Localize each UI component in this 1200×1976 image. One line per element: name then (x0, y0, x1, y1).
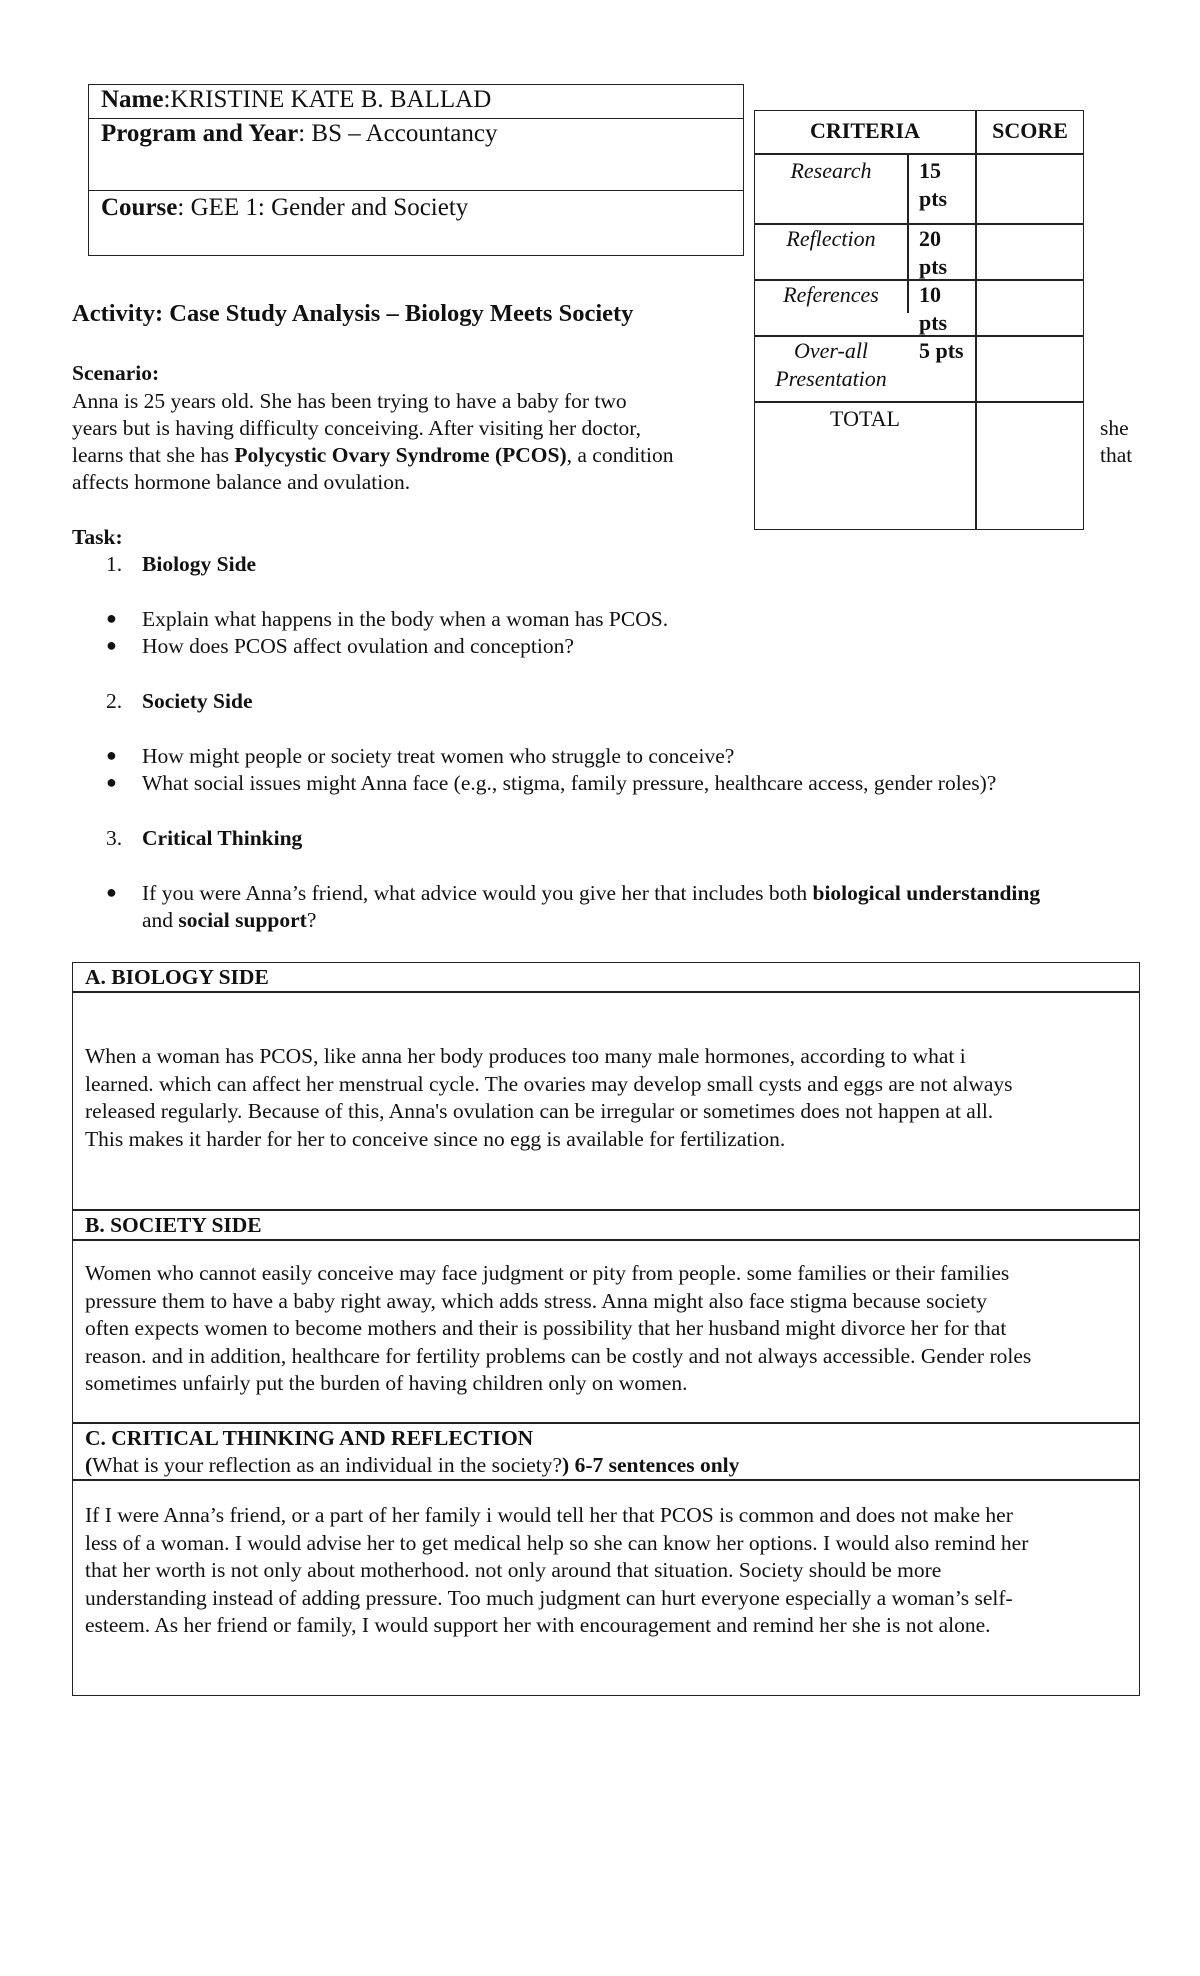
society-answer-line: sometimes unfairly put the burden of having children only on women. (85, 1371, 688, 1395)
scenario-line-3-pre: learns that she has (72, 443, 235, 467)
bullet-icon: ● (106, 882, 117, 902)
criteria-overall-line1: Over-all (793, 338, 869, 363)
task-bullet-1-2: How does PCOS affect ovulation and conception? (142, 634, 574, 658)
course-row (89, 191, 743, 255)
society-answer-line: reason. and in addition, healthcare for fertility problems can be costly and not always accessible. Gender roles (85, 1343, 1032, 1368)
subheader-paren: ( (85, 1453, 93, 1477)
score-header: SCORE (992, 118, 1068, 143)
biology-answer-line: When a woman has PCOS, like anna her body produces too many male hormones, according to what i (85, 1044, 966, 1068)
reflection-answer (85, 1502, 1123, 1640)
criteria-header: CRITERIA (809, 118, 921, 143)
course-label: Course (101, 194, 178, 221)
task-number-1: 1. (106, 552, 123, 576)
task-label: Task: (72, 525, 123, 549)
bullet-icon: ● (106, 608, 117, 628)
bullet-icon: ● (106, 772, 117, 792)
references-points-num: 10 (919, 282, 941, 307)
critical-thinking-subheader (85, 1452, 739, 1479)
subheader-question: What is your reflection as an individual in the society? (92, 1453, 563, 1477)
society-answer-line: Women who cannot easily conceive may face judgment or pity from people. some families or their families (85, 1261, 1010, 1285)
society-answer-line: pressure them to have a baby right away, which adds stress. Anna might also face stigma because society (85, 1288, 987, 1313)
scenario-line-3-post: , a condition (566, 443, 674, 467)
program-label: Program and Year (101, 120, 299, 147)
student-info-box (88, 84, 744, 256)
pcos-term: Polycystic Ovary Syndrome (PCOS) (234, 443, 567, 467)
bullet-icon: ● (106, 745, 117, 765)
biology-answer (85, 1043, 1123, 1153)
overall-points: 5 pts (919, 338, 964, 363)
criteria-table (754, 110, 1084, 530)
biology-answer-line: learned. which can affect her menstrual cycle. The ovaries may develop small cysts and eggs are not always (85, 1071, 1013, 1096)
task-bullet-2-2: What social issues might Anna face (e.g., stigma, family pressure, healthcare access, gender roles)? (142, 771, 997, 795)
name-label: Name (101, 86, 164, 113)
program-value: : BS – Accountancy (298, 120, 498, 147)
reflection-answer-line: that her worth is not only about motherhood. not only around that situation. Society should be more (85, 1558, 942, 1582)
task-bullet-2-1: How might people or society treat women who struggle to conceive? (142, 744, 735, 768)
research-points-unit: pts (919, 186, 948, 211)
society-answer-line: often expects women to become mothers and their is possibility that her husband might divorce her for that (85, 1316, 1007, 1340)
scenario-line-3 (72, 442, 674, 470)
reflection-points-unit: pts (919, 254, 948, 279)
name-row (89, 85, 743, 119)
society-side-header: B. SOCIETY SIDE (85, 1213, 262, 1237)
task-bullet-3-pre: If you were Anna’s friend, what advice would you give her that includes both (142, 881, 813, 905)
criteria-references: References (783, 282, 879, 307)
task-title-3: Critical Thinking (142, 826, 303, 850)
references-points-unit: pts (919, 310, 948, 335)
answer-table (72, 962, 1140, 1696)
task-title-1: Biology Side (142, 552, 257, 576)
society-answer (85, 1260, 1123, 1398)
task-bullet-3-line2-post: ? (306, 908, 317, 932)
scenario-line-2: years but is having difficulty conceiving. After visiting her doctor, (72, 416, 641, 440)
task-number-2: 2. (106, 689, 123, 713)
biology-answer-line: This makes it harder for her to conceive since no egg is available for fertilization. (85, 1126, 786, 1151)
criteria-overall-line2: Presentation (775, 366, 887, 391)
reflection-points-num: 20 (919, 226, 941, 251)
task-bullet-3-line-1 (142, 880, 1040, 908)
scenario-line-1: Anna is 25 years old. She has been trying to have a baby for two (72, 389, 627, 413)
task-bullet-1-1: Explain what happens in the body when a woman has PCOS. (142, 607, 669, 631)
criteria-research: Research (790, 158, 872, 183)
total-label: TOTAL (830, 406, 900, 431)
biological-understanding-term: biological understanding (812, 881, 1041, 905)
scenario-line-4: affects hormone balance and ovulation. (72, 470, 411, 494)
activity-title: Activity: Case Study Analysis – Biology Meets Society (72, 300, 634, 327)
course-value: : GEE 1: Gender and Society (177, 194, 469, 221)
reflection-answer-line: If I were Anna’s friend, or a part of her family i would tell her that PCOS is common and does not make her (85, 1503, 1013, 1527)
task-bullet-3-line2-pre: and (142, 908, 179, 932)
criteria-reflection: Reflection (786, 226, 876, 251)
scenario-overflow-that: that (1100, 443, 1133, 467)
program-row (89, 119, 743, 191)
biology-side-header: A. BIOLOGY SIDE (85, 965, 269, 989)
biology-answer-line: released regularly. Because of this, Anna's ovulation can be irregular or sometimes does not happen at all. (85, 1099, 994, 1123)
scenario-label: Scenario: (72, 361, 160, 385)
subheader-sentence-limit: ) 6-7 sentences only (562, 1453, 740, 1477)
bullet-icon: ● (106, 635, 117, 655)
task-bullet-3-line-2 (142, 907, 316, 935)
name-value: :KRISTINE KATE B. BALLAD (163, 86, 492, 113)
reflection-answer-line: less of a woman. I would advise her to get medical help so she can know her options. I would also remind her (85, 1530, 1029, 1555)
critical-thinking-header: C. CRITICAL THINKING AND REFLECTION (85, 1426, 534, 1450)
task-title-2: Society Side (142, 689, 253, 713)
research-points-num: 15 (919, 158, 941, 183)
task-number-3: 3. (106, 826, 123, 850)
reflection-answer-line: esteem. As her friend or family, I would support her with encouragement and remind her she is not alone. (85, 1613, 991, 1637)
social-support-term: social support (178, 908, 307, 932)
scenario-overflow-she: she (1100, 416, 1129, 440)
reflection-answer-line: understanding instead of adding pressure. Too much judgment can hurt everyone especially a woman’s self- (85, 1585, 1013, 1610)
